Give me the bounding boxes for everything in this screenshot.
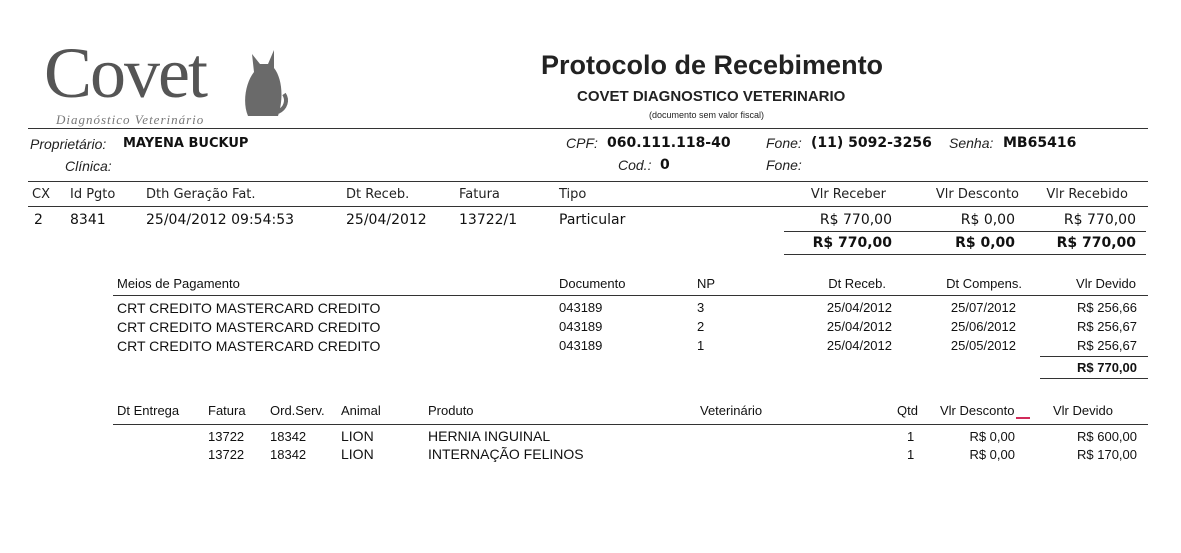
- serv-desconto: R$ 0,00: [969, 447, 1015, 462]
- row-vlr-recebido: R$ 770,00: [1063, 212, 1136, 228]
- proprietario-label: Proprietário:: [30, 136, 107, 152]
- pay-meio: CRT CREDITO MASTERCARD CREDITO: [117, 338, 381, 354]
- row-id-pgto: 8341: [70, 212, 106, 228]
- col-np: NP: [697, 276, 716, 291]
- pay-documento: 043189: [559, 338, 603, 353]
- col-tipo: Tipo: [559, 187, 587, 202]
- cod-value: 0: [660, 157, 670, 173]
- col-produto: Produto: [428, 403, 474, 418]
- pay-vlr: R$ 256,67: [1077, 319, 1137, 334]
- total-vlr-recebido: R$ 770,00: [1056, 235, 1136, 251]
- row-dt-receb: 25/04/2012: [346, 212, 427, 228]
- col-animal: Animal: [341, 403, 381, 418]
- row-dth: 25/04/2012 09:54:53: [146, 212, 295, 228]
- col-dt-receb-pag: Dt Receb.: [828, 276, 886, 291]
- pay-vlr: R$ 256,67: [1077, 338, 1137, 353]
- col-id-pgto: Id Pgto: [70, 187, 116, 202]
- row-vlr-receber: R$ 770,00: [819, 212, 892, 228]
- pay-vlr: R$ 256,66: [1077, 300, 1137, 315]
- serv-qtd: 1: [907, 447, 915, 462]
- pay-meio: CRT CREDITO MASTERCARD CREDITO: [117, 319, 381, 335]
- serv-produto: INTERNAÇÃO FELINOS: [428, 446, 584, 462]
- serv-ord-serv: 18342: [270, 429, 307, 444]
- col-ord-serv: Ord.Serv.: [270, 403, 325, 418]
- cpf-value: 060.111.118-40: [607, 135, 731, 151]
- pay-np: 2: [697, 319, 705, 334]
- cat-silhouette-icon: [228, 42, 290, 118]
- col-documento: Documento: [559, 276, 626, 291]
- pay-np: 3: [697, 300, 705, 315]
- pay-dt-receb: 25/04/2012: [826, 338, 892, 353]
- senha-label: Senha:: [949, 135, 994, 151]
- fone-label: Fone:: [766, 135, 802, 151]
- pay-dt-compens: 25/07/2012: [950, 300, 1016, 315]
- logo-tagline: Diagnóstico Veterinário: [56, 112, 205, 127]
- col-dth: Dth Geração Fat.: [146, 187, 256, 202]
- col-veterinario: Veterinário: [700, 403, 763, 418]
- serv-produto: HERNIA INGUINAL: [428, 428, 551, 444]
- payments-header-divider: [113, 295, 1148, 296]
- clinica-label: Clínica:: [65, 158, 112, 174]
- owner-divider: [28, 181, 1148, 182]
- receipt-total-divider: [784, 231, 1146, 232]
- services-header-divider: [113, 424, 1148, 425]
- pay-dt-compens: 25/05/2012: [950, 338, 1016, 353]
- col-vlr-recebido: Vlr Recebido: [1046, 187, 1128, 202]
- fone-value: (11) 5092-3256: [811, 135, 932, 151]
- serv-fatura: 13722: [208, 447, 245, 462]
- serv-devido: R$ 600,00: [1077, 429, 1137, 444]
- receipt-bottom-divider: [784, 254, 1146, 255]
- serv-devido: R$ 170,00: [1077, 447, 1137, 462]
- col-dt-entrega: Dt Entrega: [117, 403, 180, 418]
- fone2-label: Fone:: [766, 157, 802, 173]
- pay-dt-compens: 25/06/2012: [950, 319, 1016, 334]
- proprietario-value: MAYENA BUCKUP: [123, 136, 249, 151]
- header-divider: [28, 128, 1148, 129]
- company-name: COVET DIAGNOSTICO VETERINARIO: [577, 88, 846, 105]
- col-cx: CX: [32, 187, 50, 202]
- pay-documento: 043189: [559, 300, 603, 315]
- payments-total-divider: [1040, 356, 1148, 357]
- cpf-label: CPF:: [566, 135, 598, 151]
- row-cx: 2: [34, 212, 43, 228]
- pay-dt-receb: 25/04/2012: [826, 319, 892, 334]
- col-vlr-desconto: Vlr Desconto: [935, 187, 1019, 202]
- pay-dt-receb: 25/04/2012: [826, 300, 892, 315]
- cod-label: Cod.:: [618, 157, 652, 173]
- serv-qtd: 1: [907, 429, 915, 444]
- red-pen-mark: [1016, 417, 1030, 419]
- serv-ord-serv: 18342: [270, 447, 307, 462]
- pay-meio: CRT CREDITO MASTERCARD CREDITO: [117, 300, 381, 316]
- col-vlr-desconto-serv: Vlr Desconto: [940, 403, 1015, 418]
- col-dt-receb: Dt Receb.: [346, 187, 410, 202]
- col-vlr-receber: Vlr Receber: [810, 187, 886, 202]
- company-logo: [42, 33, 292, 130]
- document-title: Protocolo de Recebimento: [541, 50, 884, 80]
- logo-brand: Covet: [44, 33, 206, 113]
- payments-bottom-divider: [1040, 378, 1148, 379]
- row-fatura: 13722/1: [459, 212, 518, 228]
- serv-fatura: 13722: [208, 429, 245, 444]
- row-tipo: Particular: [559, 212, 626, 228]
- senha-value: MB65416: [1003, 135, 1077, 151]
- serv-animal: LION: [341, 446, 374, 462]
- serv-desconto: R$ 0,00: [969, 429, 1015, 444]
- total-vlr-receber: R$ 770,00: [812, 235, 892, 251]
- col-fatura-serv: Fatura: [208, 403, 246, 418]
- fiscal-note: (documento sem valor fiscal): [649, 110, 765, 120]
- col-vlr-devido-serv: Vlr Devido: [1053, 403, 1113, 418]
- col-qtd: Qtd: [897, 403, 918, 418]
- col-fatura: Fatura: [459, 187, 500, 202]
- row-vlr-desconto: R$ 0,00: [960, 212, 1015, 228]
- col-dt-compens: Dt Compens.: [946, 276, 1022, 291]
- pay-np: 1: [697, 338, 705, 353]
- serv-animal: LION: [341, 428, 374, 444]
- receipt-header-divider: [28, 206, 1148, 207]
- col-vlr-devido-pag: Vlr Devido: [1076, 276, 1136, 291]
- pay-documento: 043189: [559, 319, 603, 334]
- payments-total: R$ 770,00: [1077, 360, 1137, 375]
- total-vlr-desconto: R$ 0,00: [955, 235, 1015, 251]
- col-meios: Meios de Pagamento: [117, 276, 240, 291]
